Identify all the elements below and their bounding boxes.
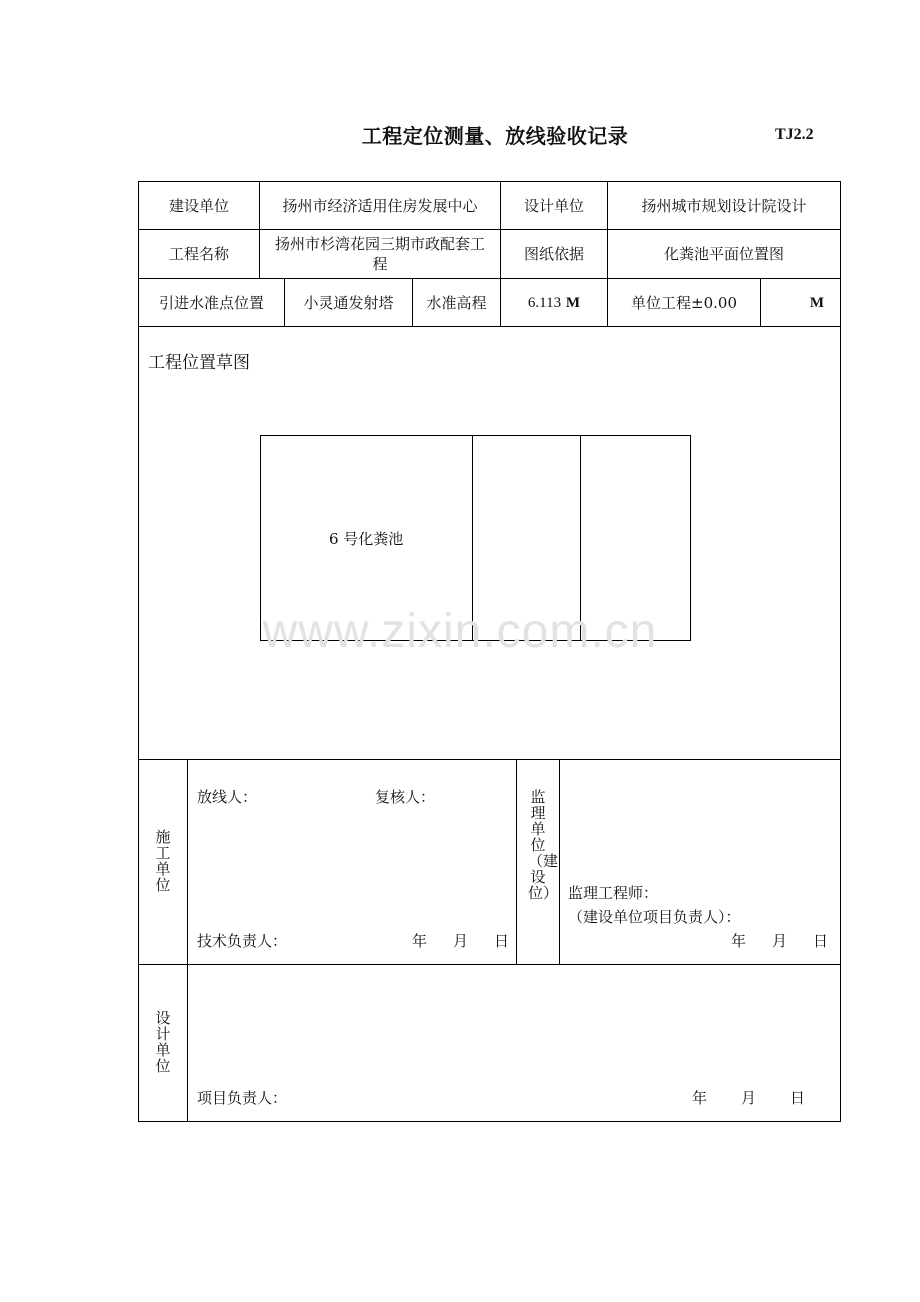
page-title: 工程定位测量、放线验收记录 bbox=[361, 124, 629, 148]
label-owner-unit: 建设单位 bbox=[168, 196, 229, 215]
watermark: www.zixin.com.cn bbox=[262, 605, 658, 658]
construction-year: 年 bbox=[412, 932, 428, 950]
design-day: 日 bbox=[790, 1089, 806, 1107]
supervising-engineer-label: 监理工程师： bbox=[568, 884, 659, 902]
supervision-year: 年 bbox=[731, 932, 747, 950]
project-lead-label: 项目负责人： bbox=[197, 1089, 288, 1107]
value-design-unit: 扬州城市规划设计院设计 bbox=[641, 196, 807, 215]
value-benchmark-location: 小灵通发射塔 bbox=[303, 293, 394, 312]
septic-tank-label: 6 号化粪池 bbox=[329, 530, 404, 548]
value-unit-zero-level: M bbox=[809, 294, 824, 311]
elevation-number: 6.113 bbox=[527, 294, 562, 311]
design-unit-label: 设计单位 bbox=[155, 1009, 171, 1075]
design-year: 年 bbox=[692, 1089, 708, 1107]
label-unit-zero-level: 单位工程±0.00 bbox=[631, 293, 737, 312]
label-project-name: 工程名称 bbox=[168, 245, 229, 263]
elevation-unit: M bbox=[565, 294, 581, 311]
label-benchmark-elevation: 水准高程 bbox=[426, 293, 487, 312]
sketch-title: 工程位置草图 bbox=[148, 353, 250, 373]
supervision-month: 月 bbox=[772, 932, 788, 950]
construction-day: 日 bbox=[494, 932, 510, 950]
label-design-unit: 设计单位 bbox=[523, 196, 584, 215]
value-owner-unit: 扬州市经济适用住房发展中心 bbox=[282, 196, 478, 215]
label-drawing-basis: 图纸依据 bbox=[523, 245, 584, 263]
label-benchmark-location: 引进水准点位置 bbox=[158, 293, 264, 312]
value-project-name: 扬州市杉湾花园三期市政配套工程 bbox=[274, 235, 485, 273]
tech-lead-label: 技术负责人： bbox=[197, 932, 288, 950]
owner-project-lead-label: （建设单位项目负责人）： bbox=[568, 908, 741, 926]
supervision-day: 日 bbox=[813, 932, 829, 950]
construction-month: 月 bbox=[453, 932, 469, 950]
value-benchmark-elevation bbox=[501, 279, 607, 326]
form-code: TJ2.2 bbox=[775, 126, 814, 143]
layout-person-label: 放线人： bbox=[197, 788, 258, 806]
construction-unit-label: 施工单位 bbox=[155, 828, 171, 894]
design-month: 月 bbox=[741, 1089, 757, 1107]
checker-label: 复核人： bbox=[375, 788, 436, 806]
supervision-unit-label: 监理单位（建设位） bbox=[528, 788, 559, 902]
value-drawing-basis: 化粪池平面位置图 bbox=[663, 245, 784, 263]
